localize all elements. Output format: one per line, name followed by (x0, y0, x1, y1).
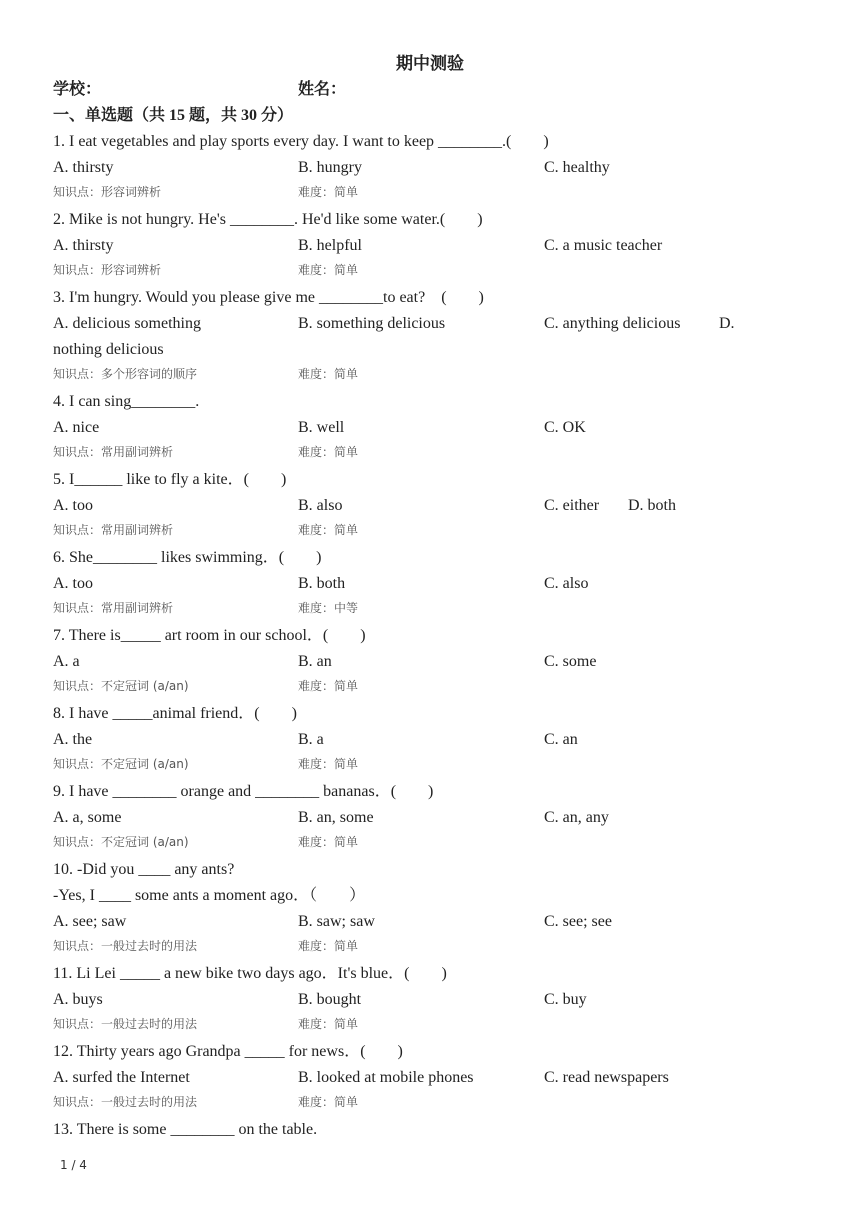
question-11-option-a: A. buys (53, 991, 103, 1008)
question-6-knowledge-point: 知识点：常用副词辨析 (53, 601, 174, 615)
question-2-option-b: B. helpful (298, 237, 362, 254)
question-7-option-a: A. a (53, 653, 80, 670)
question-5-option-b: B. also (298, 497, 343, 514)
question-7-option-b: B. an (298, 653, 332, 670)
question-11-option-c: C. buy (544, 991, 587, 1008)
question-4-stem: 4. I can sing________. (53, 393, 200, 410)
question-9-option-a: A. a, some (53, 809, 122, 826)
question-5-knowledge-point: 知识点：常用副词辨析 (53, 523, 174, 537)
question-10-stem-line-2: -Yes, I ____ some ants a moment ago．（ ） (53, 887, 366, 904)
question-11-difficulty: 难度：简单 (298, 1017, 359, 1031)
question-7-difficulty: 难度：简单 (298, 679, 359, 693)
question-3-difficulty: 难度：简单 (298, 367, 359, 381)
question-7-knowledge-point: 知识点：不定冠词 (a/an) (53, 679, 189, 693)
question-1-knowledge-point: 知识点：形容词辨析 (53, 185, 162, 199)
question-1-option-c: C. healthy (544, 159, 610, 176)
question-3-option-b: B. something delicious (298, 315, 446, 332)
question-8-knowledge-point: 知识点：不定冠词 (a/an) (53, 757, 189, 771)
question-5-option-a: A. too (53, 497, 93, 514)
question-6-stem: 6. She________ likes swimming．( ) (53, 549, 322, 566)
question-13-stem: 13. There is some ________ on the table. (53, 1121, 318, 1138)
question-4-option-b: B. well (298, 419, 345, 436)
question-11-knowledge-point: 知识点：一般过去时的用法 (53, 1017, 198, 1031)
question-3-option-c: C. anything delicious (544, 315, 681, 332)
question-5-stem: 5. I______ like to fly a kite．( ) (53, 471, 287, 488)
question-4-difficulty: 难度：简单 (298, 445, 359, 459)
question-2-option-c: C. a music teacher (544, 237, 663, 254)
question-5-option-d: D. both (628, 497, 676, 514)
page-number: 1 / 4 (60, 1158, 87, 1172)
question-8-option-b: B. a (298, 731, 324, 748)
question-2-knowledge-point: 知识点：形容词辨析 (53, 263, 162, 277)
question-2-stem: 2. Mike is not hungry. He's ________. He'd like some water.( ) (53, 211, 483, 228)
question-10-option-c: C. see; see (544, 913, 612, 930)
question-12-difficulty: 难度：简单 (298, 1095, 359, 1109)
question-9-option-c: C. an, any (544, 809, 609, 826)
question-6-option-c: C. also (544, 575, 589, 592)
question-1-difficulty: 难度：简单 (298, 185, 359, 199)
question-11-option-b: B. bought (298, 991, 362, 1008)
question-1-option-b: B. hungry (298, 159, 362, 176)
question-10-knowledge-point: 知识点：一般过去时的用法 (53, 939, 198, 953)
question-3-stem: 3. I'm hungry. Would you please give me ________to eat? ( ) (53, 289, 484, 306)
question-3-option-a: A. delicious something (53, 315, 201, 332)
question-10-option-b: B. saw; saw (298, 913, 375, 930)
question-9-knowledge-point: 知识点：不定冠词 (a/an) (53, 835, 189, 849)
question-4-knowledge-point: 知识点：常用副词辨析 (53, 445, 174, 459)
question-3-option-d-text: nothing delicious (53, 341, 164, 358)
question-6-difficulty: 难度：中等 (298, 601, 359, 615)
question-5-difficulty: 难度：简单 (298, 523, 359, 537)
question-6-option-b: B. both (298, 575, 346, 592)
question-12-option-a: A. surfed the Internet (53, 1069, 190, 1086)
question-6-option-a: A. too (53, 575, 93, 592)
question-11-stem: 11. Li Lei _____ a new bike two days ago．It's blue．( ) (53, 965, 447, 982)
question-2-difficulty: 难度：简单 (298, 263, 359, 277)
question-9-difficulty: 难度：简单 (298, 835, 359, 849)
question-12-knowledge-point: 知识点：一般过去时的用法 (53, 1095, 198, 1109)
question-7-option-c: C. some (544, 653, 597, 670)
question-3-option-d-label: D. (719, 315, 735, 332)
name-label: 姓名： (298, 81, 347, 98)
question-4-option-c: C. OK (544, 419, 586, 436)
question-5-option-c: C. either (544, 497, 600, 514)
page-title: 期中测验 (396, 54, 464, 73)
question-3-knowledge-point: 知识点：多个形容词的顺序 (53, 367, 198, 381)
question-4-option-a: A. nice (53, 419, 100, 436)
question-10-difficulty: 难度：简单 (298, 939, 359, 953)
question-10-stem-line-1: 10. -Did you ____ any ants? (53, 861, 235, 878)
question-10-option-a: A. see; saw (53, 913, 127, 930)
question-12-option-b: B. looked at mobile phones (298, 1069, 474, 1086)
question-8-option-c: C. an (544, 731, 578, 748)
question-1-stem: 1. I eat vegetables and play sports every day. I want to keep ________.( ) (53, 133, 549, 150)
question-12-option-c: C. read newspapers (544, 1069, 669, 1086)
question-8-option-a: A. the (53, 731, 93, 748)
question-8-stem: 8. I have _____animal friend．( ) (53, 705, 297, 722)
question-1-option-a: A. thirsty (53, 159, 114, 176)
question-2-option-a: A. thirsty (53, 237, 114, 254)
question-12-stem: 12. Thirty years ago Grandpa _____ for news．( ) (53, 1043, 403, 1060)
question-8-difficulty: 难度：简单 (298, 757, 359, 771)
section-heading: 一、单选题（共 15 题，共 30 分） (53, 107, 294, 124)
question-7-stem: 7. There is_____ art room in our school．( ) (53, 627, 366, 644)
question-9-option-b: B. an, some (298, 809, 374, 826)
school-label: 学校： (53, 81, 102, 98)
question-9-stem: 9. I have ________ orange and ________ bananas．( ) (53, 783, 434, 800)
